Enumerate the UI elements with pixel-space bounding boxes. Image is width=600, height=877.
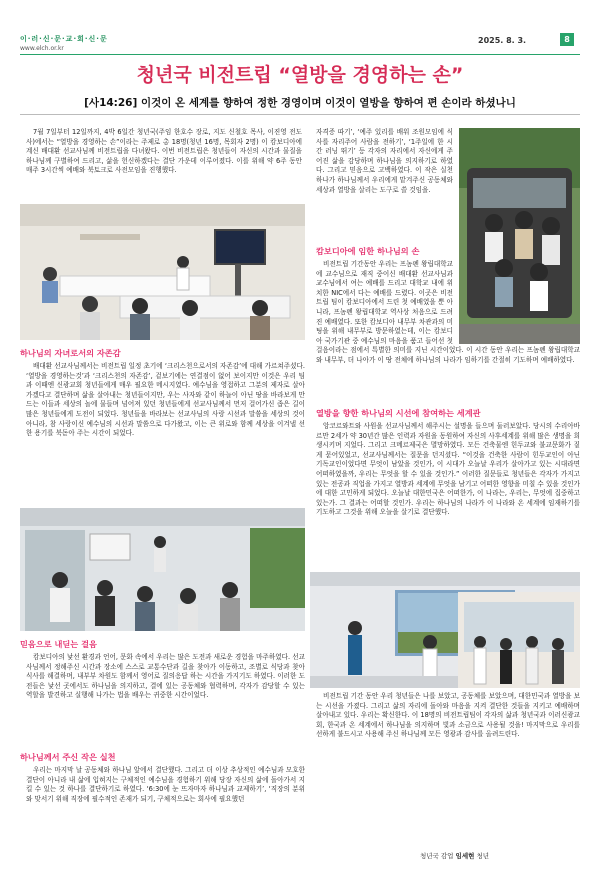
section-body-worldview: 앙코르와트와 사원을 선교사님께서 해주시는 설명을 들으며 둘러보았다. 당시의 수리아바르만 2세가 약 30년간 많은 인력과 자원을 동원하여 자신의 사후세계를 위해 많은 생명을 희생시키며 지었다. 그리고 크메르제국은 멸망하였다. 모든 건축물엔 힌두교와 불교문화가 짙게 묻어있었고, 선교사님께서는 질문을 던지셨다. “이것을 건축한 사람이 힌두교인이 아닌 기독교인이었다면 무엇이 남았을 것인가, 이 시대가 오늘날 우리가 살아가고 있는 시대라면 어떠하였을까, 우리는 무엇을 할 수 있을 것인가.” 이러한 질문들로 청년들은 각자가 가지고 있는 전공과 직업을 가지고 열방과 세계에 무엇을 남기고 어떠한 영향을 미칠 수 있을 것인가에 대한 고민하게 되었다. 오늘날 대한민국은 어떠한가, 이 나라는, 우리는, 무엇에 집중하고 있는가. 그 결과는 어떠할 것인가. 우리는 하나님의 나라가 이 나라와 온 세계에 임재하기를 기도하고 그것을 위해 오늘을 살기로 결단했다. — [316, 422, 580, 517]
section-heading-faith-steps: 믿음으로 내딛는 걸음 — [20, 639, 97, 649]
masthead-name: 이·러·신·문·교·회·신·문 — [20, 35, 108, 43]
section-body-small-practice: 우리는 마지막 날 공동체와 하나님 앞에서 결단했다. 그리고 더 이상 추상적인 예수님과 모호한 결단이 아니라 내 삶에 입혀지는 구체적인 예수님을 경험하기 위해 당장 자신의 삶에 돌아가서 지킬 수 있는 것 하나를 결단하기로 하였다. ‘6:30에 눈 뜨자마자 하나님과 교제하기’, ‘직장의 분위와 맞서기 위해 직장에 필수적인 존재가 되기, 구체적으로는 회사에 필요했던 — [26, 766, 305, 803]
section-heading-worldview: 열방을 향한 하나님의 시선에 참여하는 세계관 — [316, 408, 481, 418]
section-heading-cambodia: 캄보디아에 임한 하나님의 손 — [316, 246, 420, 256]
section-body-faith-steps: 캄보디아의 낯선 환경과 언어, 문화 속에서 우리는 많은 도전과 새로운 경험을 마주하였다. 선교사님께서 정해주신 시간과 장소에 스스로 교통수단과 길을 찾아가 이동하고, 조별로 식당과 찾아 식사를 해결하며, 내부부 차원도 함께서 영어로 질의응답 하는 시간을 가지기도 하였다. 이러한 도전들은 낯선 곳에서도 하나님을 의지하고, 결에 있는 공동체와 협력하며, 각자가 감당할 수 있는 역할을 발견하고 실행해 나가는 법을 배우는 귀중한 시간이었다. — [26, 653, 305, 700]
section-body-cambodia: 비전트립 기간동안 우리는 프놈펜 왕립대학교에 교수님으로 재직 중이신 배대환 선교사님과 교수님에서 여는 예배를 드리고 대학교 내에 위치한 NIC에서 다는 예배를 드렸다. 이곳은 비전트립 팀이 캄보디아에서 드린 첫 예배였을 뿐 아니라, 프놈펜 왕립대학교 역사상 처음으로 드려진 예배였다. 또한 캄보디아 내무부 차관과의 미팅을 위해 내무부로 방문하였는데, 이는 캄보디아 국가기관 중 예수님의 마음을 품고 들어선 첫걸음이라는 점에서 특별한 의미를 지닌 시간이었다. 이 시간 동안 우리는 프놈펜 왕립대학교와 내무부, 더 나아가 이 땅 전체에 하나님의 나라가 임하기를 간절히 기도하며 예배하였다. — [316, 260, 580, 364]
signature-name: 임세현 — [455, 852, 475, 860]
author-signature — [420, 851, 489, 860]
section-heading-small-practice: 하나님께서 주신 작은 실천 — [20, 752, 116, 762]
article-verse: [사14:26] 이것이 온 세계를 향하여 정한 경영이며 이것이 열방을 향하여 편 손이라 하셨나니 — [84, 97, 516, 109]
signature-suffix: 청년 — [476, 852, 490, 860]
photo-lecture — [20, 508, 305, 631]
closing-paragraph: 비전트립 기간 동안 우리 청년들은 나를 보았고, 공동체를 보았으며, 대한민국과 열방을 보는 시선을 가졌다. 그리고 삶의 자리에 돌아와 마음을 지켜 결단한 것들을 지키고 예배하며 살아내고 있다. 우리는 확신한다. 이 18명의 비전트립팀이 각자의 삶과 청년국과 이러신광교회, 한국과 온 세계에서 하나님을 의지하며 빛과 소금으로 사용될 것을! 마지막으로 우리를 선하게 불드시고 사용해 주신 하나님께 모든 영광과 감사를 올려드린다. — [316, 692, 580, 739]
photo-classroom — [20, 204, 305, 340]
issue-date: 2025. 8. 3. — [478, 36, 527, 45]
page-number: 8 — [560, 33, 574, 46]
masthead-website[interactable]: www.elch.or.kr — [20, 45, 64, 52]
verse-divider — [20, 114, 580, 115]
cambodia-body-container — [316, 260, 580, 404]
intro-paragraph: 7월 7일부터 12일까지, 4박 6일간 청년국(주임 한호수 장로, 지도 신철호 목사, 이진영 전도사)에서는 “열방을 경영하는 손”이라는 주제로 총 18명(청년 16명, 목회자 2명) 이 캄보디아에 계신 배대환 선교사님께 비전트립을 다녀왔다. 이번 비전트립은 청년들이 자신의 시간과 물질을 하나님께 구별하여 드리고, 삶을 헌신하겠다는 결단 가운데 이루어졌다. 이를 위해 약 6주 동안 매주 3시간씩 예배와 북토크로 사전모임을 진행했다. — [26, 128, 302, 175]
article-title: 청년국 비전트립 “열방을 경영하는 손” — [136, 64, 464, 86]
signature-prefix: 청년국 감업 — [420, 852, 454, 860]
section-heading-self-esteem: 하나님의 자녀로서의 자존감 — [20, 348, 121, 358]
header-divider — [20, 54, 580, 55]
right-top-paragraph: 자격증 따기’, ‘예주 있리를 배워 조원모임에 식사를 자리주어 사람을 전하기’, ‘1주일에 한 시간 러닝 뛰기’ 등 각자의 자리에서 자신에게 주어진 삶을 감당하며 하나님을 의지하기로 하였다. 그리고 믿음으로 고백하였다. 이 작은 실천 하나가 하나님께서 우리에게 맡겨주신 공동체와 세상과 열방을 살리는 도구로 쓸 것임을. — [316, 128, 453, 194]
photo-wrap-spacer — [453, 260, 580, 346]
section-body-self-esteem: 배대환 선교사님께서는 비전트립 일정 초기에 ‘크리스천으로서의 자존감’에 대해 가르쳐주셨다. ‘열방을 경영하는것’과 ‘크리스천의 자존감’, 겉보기에는 연결점이 없어 보이지만 이것은 우리 팀과 이때엔 신광교회 청년들에게 매우 필요한 메시지였다. 예수님을 영접하고 그분의 제자로 살아가겠다고 결단하며 삶을 살아내는 청년들이지만, 우는 사자와 같이 하늘이 아닌 땅을 바라보게 만드는 이들과 세상의 놀에 물들며 넘어져 있던 청년들에게 선교사님께서 먼저 걸어가신 좁은 길이 많은 청년들에게 도전이 되었다. 청년들을 바라보는 선교사님의 사랑 시선과 말씀을 세상의 것이 아니라, 참 사랑이신 예수님의 시선과 말씀으로 다가왔고, 이는 큰 위로와 함께 세상을 이겨낼 선한 용기를 북돋아 주는 시간이 되었다. — [26, 362, 305, 438]
photo-group — [458, 592, 580, 688]
